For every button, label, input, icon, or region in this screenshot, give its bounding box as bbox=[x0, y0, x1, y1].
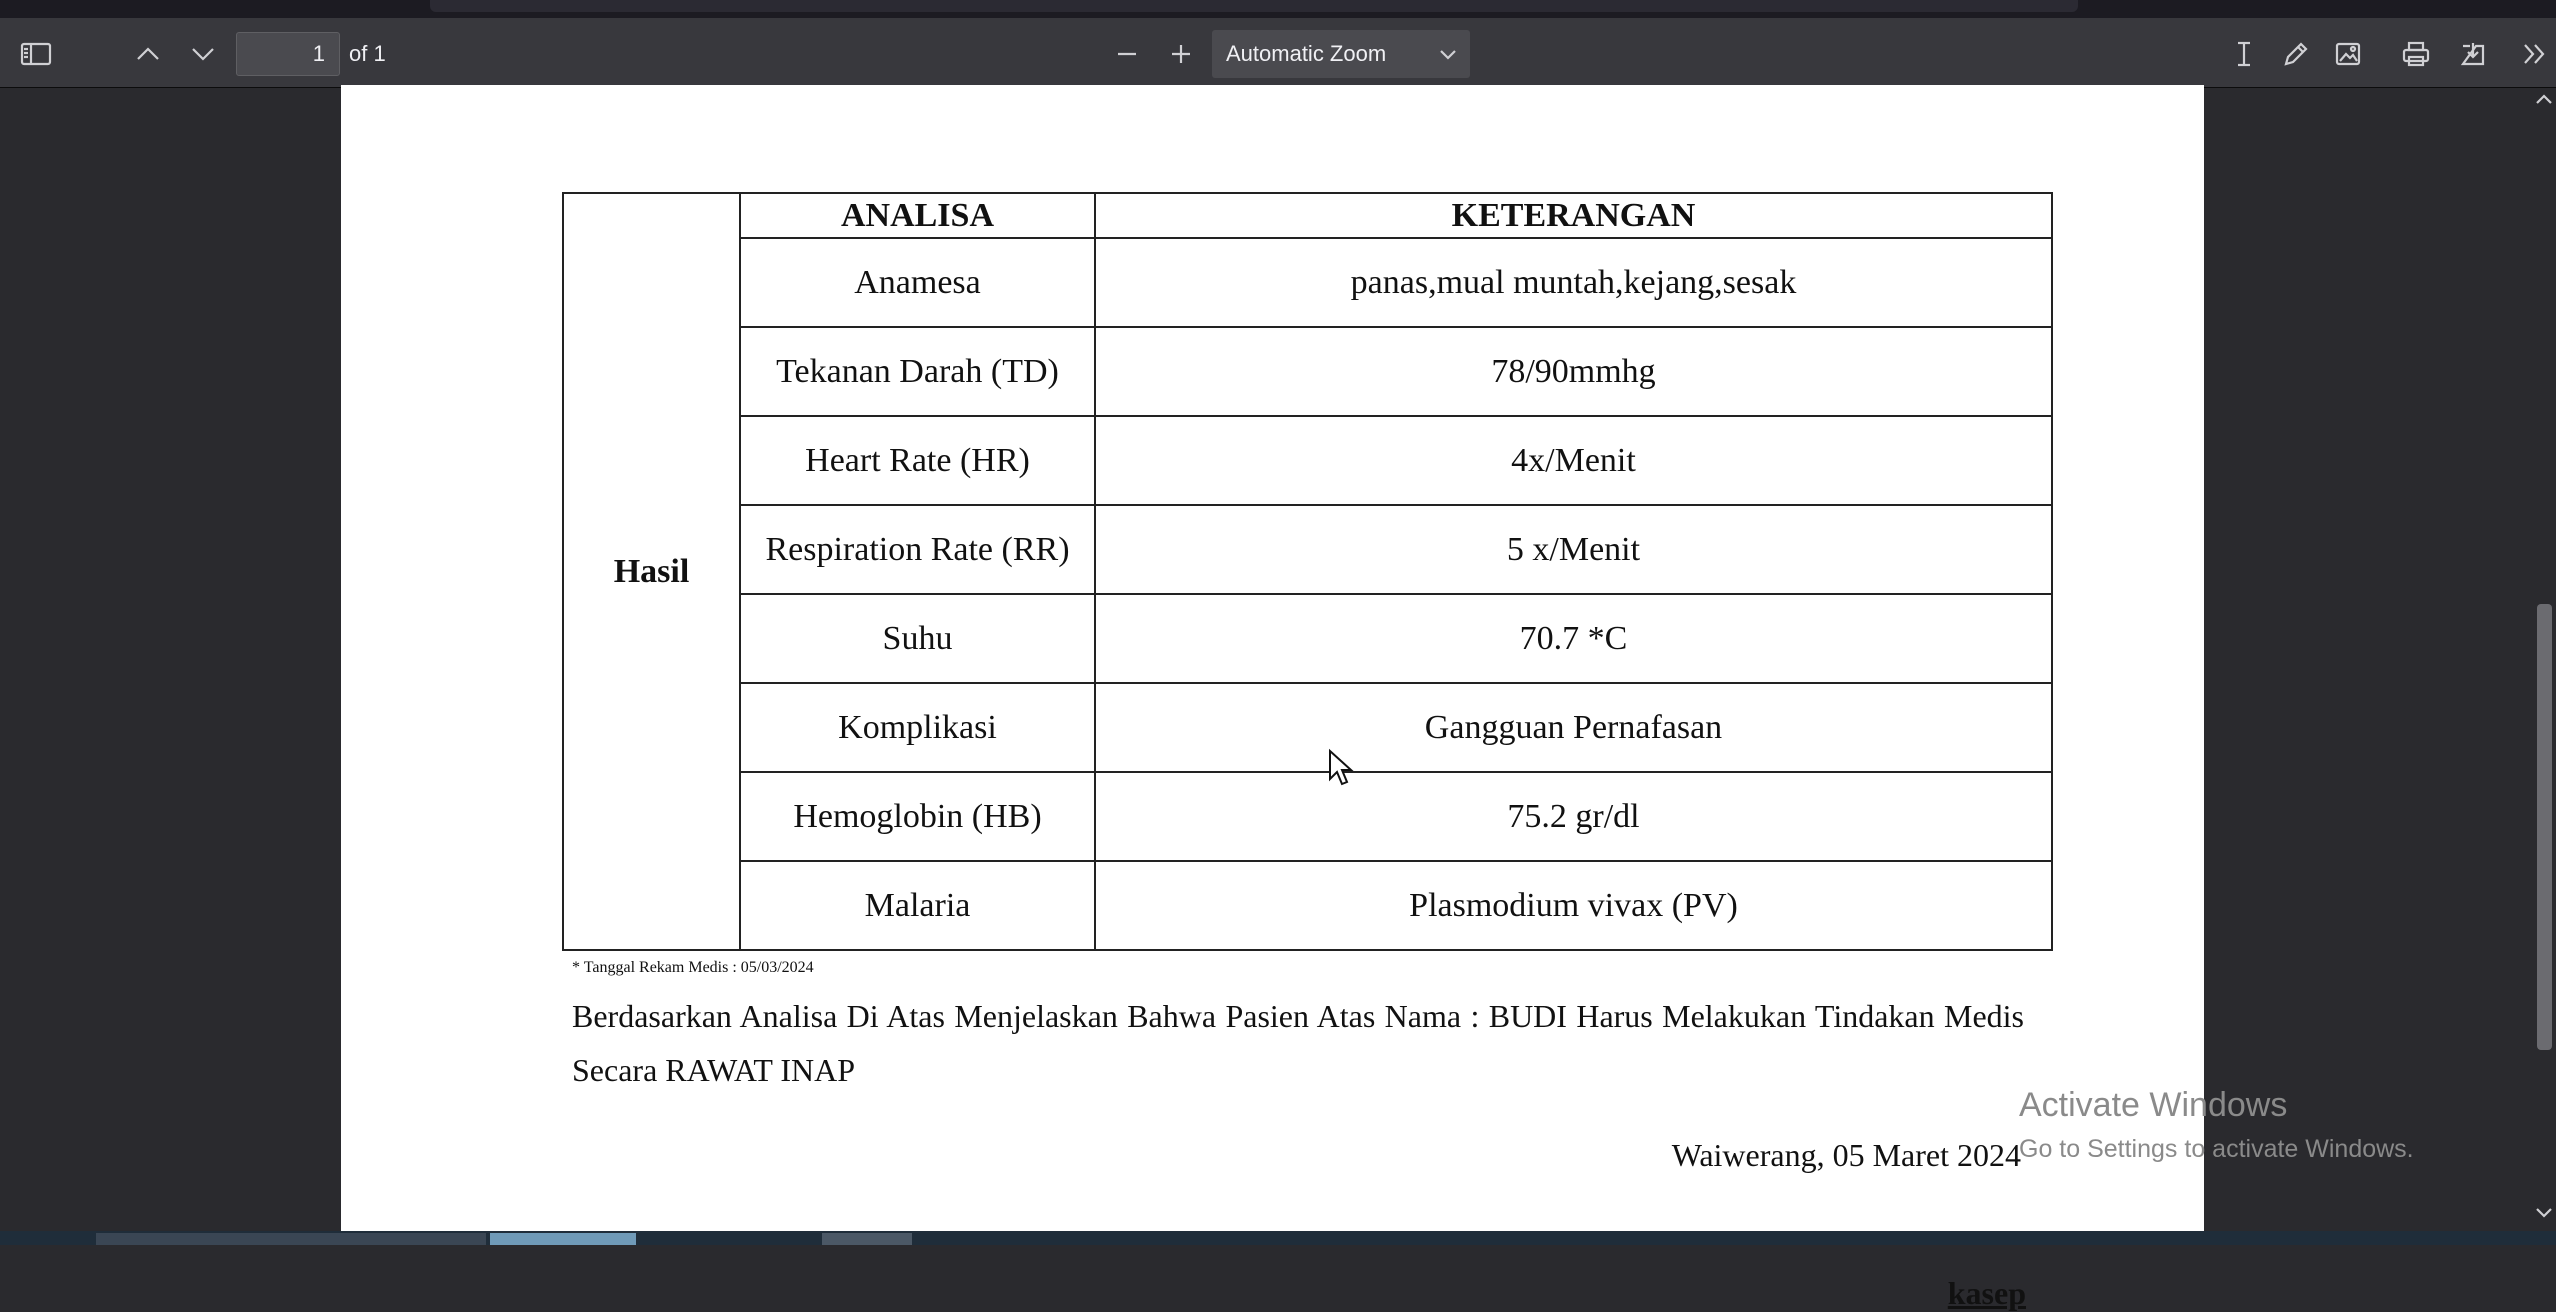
analisa-cell: Malaria bbox=[740, 861, 1095, 950]
image-icon bbox=[2334, 41, 2362, 67]
minus-icon bbox=[1115, 42, 1139, 66]
page-number-input[interactable]: 1 bbox=[236, 32, 340, 76]
chevron-down-icon bbox=[1436, 42, 1460, 66]
keterangan-cell: 75.2 gr/dl bbox=[1095, 772, 2052, 861]
table-row bbox=[563, 594, 2052, 683]
zoom-in-button[interactable] bbox=[1159, 32, 1203, 76]
analisa-cell: Anamesa bbox=[740, 238, 1095, 327]
chevron-down-icon bbox=[190, 46, 216, 62]
watermark-subtitle: Go to Settings to activate Windows. bbox=[2019, 1135, 2414, 1163]
add-image-button[interactable] bbox=[2326, 32, 2370, 76]
download-icon bbox=[2458, 40, 2488, 68]
print-button[interactable] bbox=[2394, 32, 2438, 76]
double-chevron-right-icon bbox=[2520, 42, 2548, 66]
keterangan-cell: Plasmodium vivax (PV) bbox=[1095, 861, 2052, 950]
table-header-row bbox=[563, 193, 2052, 238]
printer-icon bbox=[2401, 40, 2431, 68]
plus-icon bbox=[1169, 42, 1193, 66]
activate-windows-watermark bbox=[2019, 1086, 2414, 1164]
table-row bbox=[563, 416, 2052, 505]
pencil-icon bbox=[2282, 40, 2310, 68]
chevron-up-icon bbox=[135, 46, 161, 62]
text-select-tool-button[interactable] bbox=[2222, 32, 2266, 76]
analisa-cell: Heart Rate (HR) bbox=[740, 416, 1095, 505]
taskbar-search-box[interactable] bbox=[96, 1233, 486, 1245]
keterangan-cell: Gangguan Pernafasan bbox=[1095, 683, 2052, 772]
column-header-analisa: ANALISA bbox=[740, 193, 1095, 238]
page-count-label: of 1 bbox=[349, 41, 386, 66]
record-date-note: * Tanggal Rekam Medis : 05/03/2024 bbox=[572, 959, 814, 976]
analisa-cell: Suhu bbox=[740, 594, 1095, 683]
mouse-cursor-icon bbox=[1328, 749, 1354, 787]
scroll-down-arrow-icon[interactable] bbox=[2532, 1200, 2556, 1224]
table-row bbox=[563, 505, 2052, 594]
keterangan-cell: panas,mual muntah,kejang,sesak bbox=[1095, 238, 2052, 327]
os-taskbar bbox=[0, 1231, 2556, 1245]
pdf-page bbox=[341, 85, 2204, 1311]
table-row bbox=[563, 683, 2052, 772]
conclusion-paragraph: Berdasarkan Analisa Di Atas Menjelaskan Bahwa Pasien Atas Nama : BUDI Harus Melakukan Tindakan Medis Secara RAWAT INAP bbox=[572, 998, 2024, 1088]
table-row bbox=[563, 772, 2052, 861]
analysis-table bbox=[562, 192, 2053, 951]
document-viewer[interactable] bbox=[0, 89, 2556, 1311]
sidebar-toggle-button[interactable] bbox=[14, 32, 58, 76]
signer-name: kasep bbox=[1947, 1275, 2026, 1311]
keterangan-cell: 78/90mmhg bbox=[1095, 327, 2052, 416]
table-row bbox=[563, 327, 2052, 416]
sidebar-icon bbox=[20, 41, 52, 67]
taskbar-app-icon[interactable] bbox=[490, 1233, 636, 1245]
table-row bbox=[563, 238, 2052, 327]
taskbar-app-icon[interactable] bbox=[822, 1233, 912, 1245]
column-header-keterangan: KETERANGAN bbox=[1095, 193, 2052, 238]
next-page-button[interactable] bbox=[181, 32, 225, 76]
text-cursor-icon bbox=[2232, 39, 2256, 69]
vertical-scrollbar-thumb[interactable] bbox=[2537, 604, 2552, 1050]
keterangan-cell: 5 x/Menit bbox=[1095, 505, 2052, 594]
pdf-toolbar bbox=[0, 18, 2556, 88]
zoom-out-button[interactable] bbox=[1105, 32, 1149, 76]
tab-bar bbox=[430, 0, 2078, 12]
scroll-up-arrow-icon[interactable] bbox=[2532, 88, 2556, 112]
previous-page-button[interactable] bbox=[126, 32, 170, 76]
window-top-strip bbox=[0, 0, 2556, 18]
draw-tool-button[interactable] bbox=[2274, 32, 2318, 76]
watermark-title: Activate Windows bbox=[2019, 1086, 2288, 1124]
keterangan-cell: 4x/Menit bbox=[1095, 416, 2052, 505]
zoom-select-label: Automatic Zoom bbox=[1226, 41, 1387, 66]
zoom-select[interactable] bbox=[1212, 30, 1470, 78]
analisa-cell: Hemoglobin (HB) bbox=[740, 772, 1095, 861]
place-date: Waiwerang, 05 Maret 2024 bbox=[1671, 1137, 2021, 1173]
keterangan-cell: 70.7 *C bbox=[1095, 594, 2052, 683]
analisa-cell: Tekanan Darah (TD) bbox=[740, 327, 1095, 416]
analisa-cell: Komplikasi bbox=[740, 683, 1095, 772]
tools-menu-button[interactable] bbox=[2512, 32, 2556, 76]
table-row bbox=[563, 861, 2052, 950]
save-button[interactable] bbox=[2451, 32, 2495, 76]
hasil-label: Hasil bbox=[563, 193, 740, 950]
analisa-cell: Respiration Rate (RR) bbox=[740, 505, 1095, 594]
